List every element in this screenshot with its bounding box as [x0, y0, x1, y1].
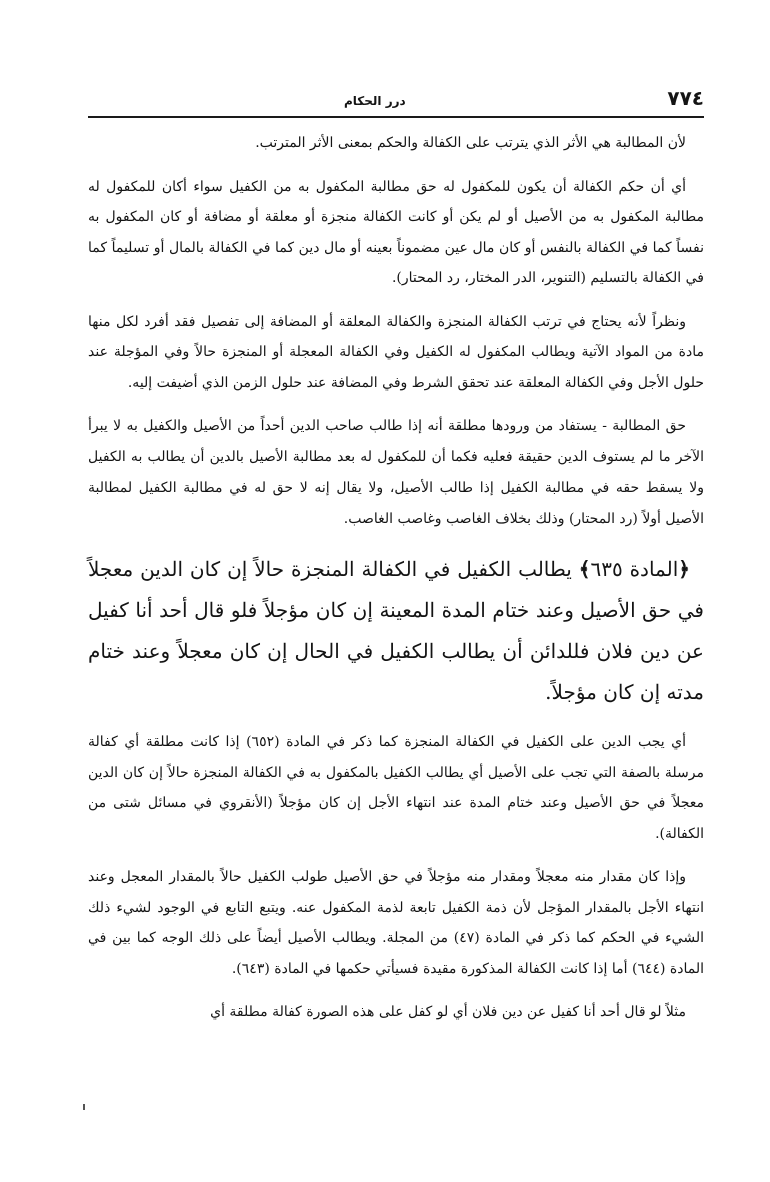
article-close-bracket: ﴾	[578, 557, 591, 581]
page-number: ٧٧٤	[667, 86, 704, 110]
commentary-1: أي يجب الدين على الكفيل في الكفالة المنجزة كما ذكر في المادة (٦٥٢) إذا كانت مطلقة أي كفالة مرسلة بالصفة التي تجب على الأصيل أي يطالب الكفيل بالمكفول به في الكفالة المنجزة حالاً إن كان الدين معجلاً في حق الأصيل وعند ختام المدة عند انتهاء الأجل إن كان مؤجلاً (الأنقروي في مسائل شتى من الكفالة).	[88, 734, 704, 842]
commentary-2: وإذا كان مقدار منه معجلاً ومقدار منه مؤجلاً في حق الأصيل طولب الكفيل حالاً بالمقدار المعجل وعند انتهاء الأجل بالمقدار المؤجل لأن ذمة الكفيل تابعة لذمة المكفول عنه. ويتبع التابع في الوجود لشيء ذلك الشيء في الحكم كما ذكر في المادة (٤٧) من المجلة. ويطالب الأصيل أيضاً على ذلك الوجه كما بين في المادة (٦٤٤) أما إذا كانت الكفالة المذكورة مقيدة فسيأتي حكمها في المادة (٦٤٣).	[88, 869, 704, 977]
commentary-3: مثلاً لو قال أحد أنا كفيل عن دين فلان أي لو كفل على هذه الصورة كفالة مطلقة أي	[210, 1004, 686, 1020]
article-text: يطالب الكفيل في الكفالة المنجزة حالاً إن كان الدين معجلاً في حق الأصيل وعند ختام المدة المعينة إن كان مؤجلاً فلو قال أحد أنا كفيل عن دين فلان فللدائن أن يطالب الكفيل في الحال إن كان معجلاً وعند ختام مدته إن كان مؤجلاً.	[88, 557, 704, 704]
paragraph-2: أي أن حكم الكفالة أن يكون للمكفول له حق مطالبة المكفول به من الكفيل سواء أكان للمكفول له مطالبة المكفول به من الأصيل أو لم يكن أو كانت الكفالة منجزة أو معلقة أو مضافة أو كان المكفول به نفساً كما في الكفالة بالنفس أو كان مال عين مضموناً بعينه أو مال دين كما في الكفالة بالمال أو تسليماً كما في الكفالة بالتسليم (التنوير، الدر المختار، رد المحتار).	[88, 178, 705, 286]
article-open-bracket: ﴿	[678, 557, 690, 581]
running-title: درر الحكام	[344, 94, 406, 108]
page-body	[88, 128, 704, 1041]
margin-mark	[83, 1104, 85, 1110]
paragraph-4: حق المطالبة - يستفاد من ورودها مطلقة أنه إذا طالب صاحب الدين أحداً من الأصيل والكفيل به لا يبرأ الآخر ما لم يستوف الدين حقيقة فعليه فكما أن للمكفول له بعد مطالبة الأصيل بالدين أن يطالب به الكفيل ولا يسقط حقه في مطالبة الكفيل إذا طالب الأصيل، ولا يقال إنه لا حق له في مطالبة الكفيل لمطالبة الأصيل أولاً (رد المحتار) وذلك بخلاف الغاصب وغاصب الغاصب.	[88, 418, 704, 527]
article-635	[88, 549, 704, 713]
paragraph-3: ونظراً لأنه يحتاج في ترتب الكفالة المنجزة والكفالة المعلقة أو المضافة إلى تفصيل فقد أفرد لكل منها مادة من المواد الآتية ويطالب المكفول له الكفيل وفي الكفالة المعجلة أو المنجزة حالاً وفي المؤجلة عند حلول الأجل وفي الكفالة المعلقة عند تحقق الشرط وفي المضافة عند حلول الزمن الذي أضيفت إليه.	[88, 313, 704, 391]
page-header	[88, 86, 704, 118]
article-label: المادة ٦٣٥	[590, 557, 679, 581]
paragraph-1: لأن المطالبة هي الأثر الذي يترتب على الكفالة والحكم بمعنى الأثر المترتب.	[255, 135, 686, 151]
